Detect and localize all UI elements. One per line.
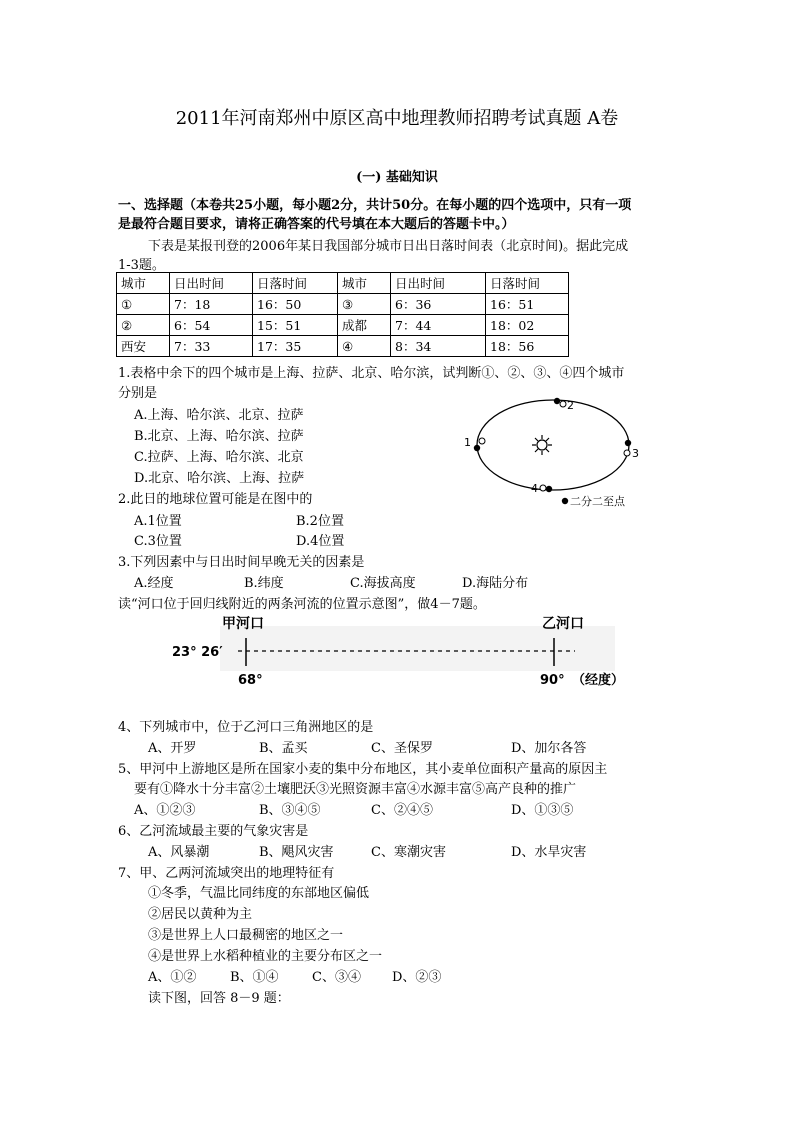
- table-cell: ①: [117, 294, 170, 315]
- table-cell: 18：02: [486, 315, 569, 336]
- table-cell: 15：51: [253, 315, 338, 336]
- q5-stem-line-2: 要有①降水十分丰富②土壤肥沃③光照资源丰富④水源丰富⑤高产良种的推广: [134, 782, 577, 797]
- q1-option-b: B.北京、上海、哈尔滨、拉萨: [134, 429, 304, 444]
- q1-option-d: D.北京、哈尔滨、上海、拉萨: [134, 471, 305, 486]
- q2-stem: 2.此日的地球位置可能是在图中的: [118, 492, 313, 507]
- reading-prompt-8-9: 读下图，回答 8－9 题：: [148, 991, 290, 1006]
- instructions-line-1: 一、选择题（本卷共25小题，每小题2分，共计50分。在每小题的四个选项中，只有一项: [118, 198, 632, 213]
- q3-option-d: D.海陆分布: [462, 576, 529, 591]
- orbit-label-2: 2: [567, 399, 574, 412]
- q6-stem: 6、乙河流域最主要的气象灾害是: [118, 824, 309, 839]
- q7-item-1: ①冬季，气温比同纬度的东部地区偏低: [148, 886, 370, 901]
- earth-marker-1: [479, 438, 485, 444]
- orbit-label-4: 4: [531, 482, 538, 495]
- q6-option-c: C、寒潮灾害: [371, 845, 446, 860]
- q1-option-c: C.拉萨、上海、哈尔滨、北京: [134, 450, 304, 465]
- table-header-cell: 城市: [338, 273, 391, 294]
- table-row: [117, 336, 569, 357]
- table-header-cell: 日落时间: [486, 273, 569, 294]
- q5-stem-line-1: 5、甲河中上游地区是所在国家小麦的集中分布地区，其小麦单位面积产量高的原因主: [118, 762, 608, 777]
- q5-option-a: A、①②③: [134, 803, 196, 818]
- q2-option-d: D.4位置: [296, 534, 345, 549]
- longitude-unit-label: （经度）: [572, 673, 625, 688]
- reading-prompt-4-7: 读“河口位于回归线附近的两条河流的位置示意图”，做4－7题。: [118, 597, 486, 612]
- q1-option-a: A.上海、哈尔滨、北京、拉萨: [134, 408, 304, 423]
- table-header-cell: 日落时间: [253, 273, 338, 294]
- orbit-legend: 二分二至点: [570, 495, 625, 508]
- orbit-point-4: [546, 486, 552, 492]
- table-cell: ④: [338, 336, 391, 357]
- q6-option-a: A、风暴潮: [148, 845, 210, 860]
- orbit-point-3: [625, 440, 631, 446]
- table-header-cell: 日出时间: [391, 273, 486, 294]
- q7-option-b: B、①④: [230, 970, 279, 985]
- q7-option-d: D、②③: [392, 970, 442, 985]
- q3-option-a: A.经度: [134, 576, 174, 591]
- q4-option-a: A、开罗: [148, 741, 197, 756]
- section-heading: (一) 基础知识: [356, 170, 438, 185]
- q2-option-b: B.2位置: [296, 514, 344, 529]
- table-cell: 6：54: [170, 315, 253, 336]
- q7-item-3: ③是世界上人口最稠密的地区之一: [148, 928, 344, 943]
- q7-item-2: ②居民以黄种为主: [148, 907, 253, 922]
- earth-marker-3: [624, 450, 630, 456]
- sunrise-sunset-table: [116, 272, 569, 357]
- earth-orbit-diagram: [460, 395, 660, 515]
- table-cell: ③: [338, 294, 391, 315]
- q2-option-a: A.1位置: [134, 514, 182, 529]
- q5-option-b: B、③④⑤: [259, 803, 321, 818]
- orbit-point-2: [554, 398, 560, 404]
- table-header-row: [117, 273, 569, 294]
- table-cell: 16：50: [253, 294, 338, 315]
- page-title: 2011年河南郑州中原区高中地理教师招聘考试真题 A卷: [175, 108, 619, 129]
- q4-option-c: C、圣保罗: [371, 741, 433, 756]
- table-cell: 16：51: [486, 294, 569, 315]
- table-cell: 18：56: [486, 336, 569, 357]
- orbit-point-1: [474, 445, 480, 451]
- river-mouth-diagram: [160, 608, 640, 698]
- q3-option-b: B.纬度: [244, 576, 284, 591]
- table-cell: 西安: [117, 336, 170, 357]
- table-cell: 8：34: [391, 336, 486, 357]
- q6-option-b: B、飓风灾害: [259, 845, 334, 860]
- table-cell: 成都: [338, 315, 391, 336]
- q7-stem: 7、甲、乙两河流域突出的地理特征有: [118, 866, 335, 881]
- q2-option-c: C.3位置: [134, 534, 182, 549]
- orbit-ellipse: [477, 400, 629, 490]
- table-cell: 7：18: [170, 294, 253, 315]
- q3-stem: 3.下列因素中与日出时间早晚无关的因素是: [118, 555, 365, 570]
- earth-marker-2: [560, 401, 566, 407]
- longitude-90-label: 90°: [540, 673, 565, 688]
- q1-stem-line-1: 1.表格中余下的四个城市是上海、拉萨、北京、哈尔滨，试判断①、②、③、④四个城市: [118, 366, 625, 381]
- table-cell: 7：44: [391, 315, 486, 336]
- q1-stem-line-2: 分别是: [118, 386, 158, 401]
- q5-option-c: C、②④⑤: [371, 803, 433, 818]
- yi-river-mouth-label: 乙河口: [542, 616, 584, 632]
- orbit-label-1: 1: [464, 436, 471, 449]
- q7-item-4: ④是世界上水稻种植业的主要分布区之一: [148, 949, 383, 964]
- table-row: [117, 315, 569, 336]
- longitude-68-label: 68°: [238, 673, 263, 688]
- intro-line-1: 下表是某报刊登的2006年某日我国部分城市日出日落时间表（北京时间)。据此完成: [148, 239, 629, 254]
- q5-option-d: D、①③⑤: [511, 803, 574, 818]
- instructions-line-2: 是最符合题目要求，请将正确答案的代号填在本大题后的答题卡中。）: [118, 217, 515, 232]
- jia-river-mouth-label: 甲河口: [222, 616, 264, 632]
- orbit-label-3: 3: [632, 447, 639, 460]
- q6-option-d: D、水旱灾害: [511, 845, 587, 860]
- table-cell: 7：33: [170, 336, 253, 357]
- table-header-cell: 城市: [117, 273, 170, 294]
- table-cell: 17：35: [253, 336, 338, 357]
- q7-option-a: A、①②: [148, 970, 197, 985]
- q3-option-c: C.海拔高度: [350, 576, 416, 591]
- intro-line-2: 1-3题。: [118, 258, 165, 273]
- q4-option-b: B、孟买: [259, 741, 308, 756]
- table-cell: ②: [117, 315, 170, 336]
- q7-option-c: C、③④: [312, 970, 361, 985]
- table-cell: 6：36: [391, 294, 486, 315]
- earth-marker-4: [540, 485, 546, 491]
- q4-stem: 4、下列城市中，位于乙河口三角洲地区的是: [118, 720, 374, 735]
- sun-icon: [532, 435, 552, 455]
- legend-dot: [562, 498, 568, 504]
- table-row: [117, 294, 569, 315]
- table-header-cell: 日出时间: [170, 273, 253, 294]
- latitude-label: 23° 26′: [172, 645, 223, 660]
- q4-option-d: D、加尔各答: [511, 741, 587, 756]
- diagram-shading: [220, 626, 615, 671]
